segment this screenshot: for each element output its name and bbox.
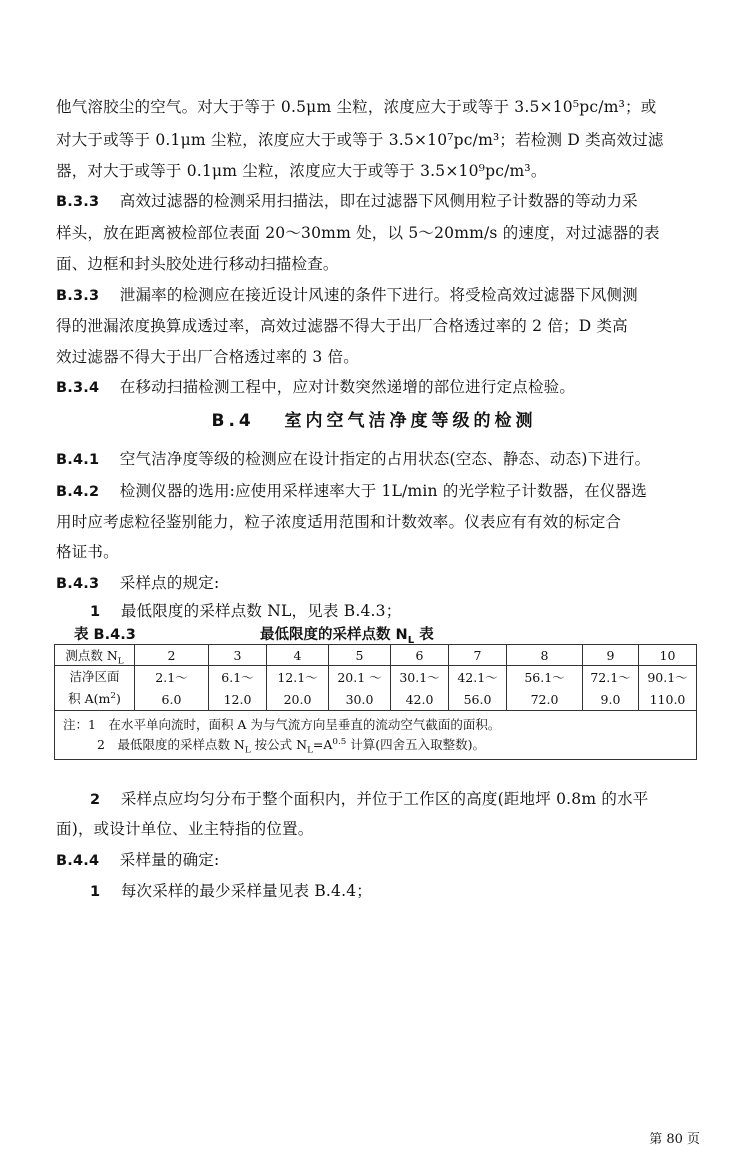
count-cell: 3 <box>209 645 267 666</box>
clause-text: 在移动扫描检测工程中，应对计数突然递增的部位进行定点检验。 <box>119 378 576 396</box>
count-cell: 6 <box>391 645 449 666</box>
area-cell: 72.0 <box>507 688 583 711</box>
para-line: 器，对大于或等于 0.1μm 尘粒，浓度应大于或等于 3.5×10⁹pc/m³。 <box>56 162 547 180</box>
note-text: 计算(四舍五入取整数)。 <box>346 737 486 752</box>
area-cell: 20.1 ～ <box>329 666 391 689</box>
area-cell: 30.0 <box>329 688 391 711</box>
clause-text: 空气洁净度等级的检测应在设计指定的占用状态(空态、静态、动态)下进行。 <box>119 450 651 468</box>
area-cell: 42.0 <box>391 688 449 711</box>
area-cell: 56.1～ <box>507 666 583 689</box>
table-title-sub: L <box>407 634 415 646</box>
clause-text: 检测仪器的选用:应使用采样速率大于 1L/min 的光学粒子计数器，在仪器选 <box>119 482 647 500</box>
header-sub: L <box>117 656 124 667</box>
table-title-end: 表 <box>414 627 434 643</box>
note-sup: 0.5 <box>332 736 347 747</box>
para-line: 面、边框和封头胶处进行移动扫描检查。 <box>56 255 339 273</box>
count-cell: 5 <box>329 645 391 666</box>
list-item <box>90 788 696 811</box>
note-sub: L <box>307 745 313 756</box>
table-note <box>63 735 688 755</box>
area-cell: 6.0 <box>135 688 209 711</box>
clause-number: B.3.4 <box>56 380 100 396</box>
section-title: 室内空气洁净度等级的检测 <box>284 411 537 431</box>
clause-b33-scan <box>56 190 696 213</box>
count-cell: 8 <box>507 645 583 666</box>
item-text: 最低限度的采样点数 NL，见表 B.4.3； <box>120 602 402 620</box>
area-cell: 20.0 <box>267 688 329 711</box>
area-cell: 42.1～ <box>449 666 507 689</box>
section-heading <box>0 406 748 431</box>
area-cell: 12.0 <box>209 688 267 711</box>
para-line: 得的泄漏浓度换算成透过率，高效过滤器不得大于出厂合格透过率的 2 倍；D 类高 <box>56 317 628 335</box>
clause-b42 <box>56 480 696 503</box>
area-cell: 6.1～ <box>209 666 267 689</box>
page-number: 第 80 页 <box>649 1132 700 1147</box>
count-cell: 10 <box>639 645 697 666</box>
area-cell: 90.1～ <box>639 666 697 689</box>
clause-text: 采样点的规定: <box>119 574 220 592</box>
row-header-area <box>55 666 135 711</box>
count-cell: 7 <box>449 645 507 666</box>
note-text: =A <box>312 737 333 752</box>
clause-number: B.3.3 <box>56 194 100 210</box>
note-text: 按公式 N <box>250 737 308 752</box>
item-text: 每次采样的最少采样量见表 B.4.4； <box>120 882 373 900</box>
area-cell: 2.1～ <box>135 666 209 689</box>
clause-number: B.4.1 <box>56 452 100 468</box>
table-label: 表 B.4.3 <box>74 627 136 643</box>
header-text: 积 A(m <box>68 691 111 706</box>
clause-number: B.3.3 <box>56 288 100 304</box>
clause-text: 泄漏率的检测应在接近设计风速的条件下进行。将受检高效过滤器下风侧测 <box>119 286 638 304</box>
header-text: 洁净区面 <box>69 669 120 684</box>
clause-number: B.4.4 <box>56 853 100 869</box>
note-text: 2 最低限度的采样点数 N <box>97 737 245 752</box>
clause-b41 <box>56 448 696 471</box>
list-item <box>90 880 730 903</box>
clause-number: B.4.2 <box>56 484 100 500</box>
count-cell: 2 <box>135 645 209 666</box>
area-cell: 12.1～ <box>267 666 329 689</box>
table-row <box>55 645 697 666</box>
para-line: 面)，或设计单位、业主特指的位置。 <box>56 820 314 838</box>
section-number: B.4 <box>211 411 255 431</box>
item-number: 1 <box>90 884 101 900</box>
table-row <box>55 666 697 689</box>
header-text: 测点数 N <box>65 648 118 663</box>
table-title <box>260 623 434 644</box>
para-line: 效过滤器不得大于出厂合格透过率的 3 倍。 <box>56 348 359 366</box>
area-cell: 30.1～ <box>391 666 449 689</box>
clause-b33-leak <box>56 284 696 307</box>
para-line: 他气溶胶尘的空气。对大于等于 0.5μm 尘粒，浓度应大于或等于 3.5×10⁵pc/m³；或 <box>56 98 657 116</box>
clause-text: 高效过滤器的检测采用扫描法，即在过滤器下风侧用粒子计数器的等动力采 <box>119 192 638 210</box>
para-line: 格证书。 <box>56 543 119 561</box>
area-cell: 56.0 <box>449 688 507 711</box>
clause-b34 <box>56 376 696 399</box>
table-note-row <box>55 711 697 760</box>
table-title-text: 最低限度的采样点数 N <box>260 627 408 643</box>
para-line: 对大于或等于 0.1μm 尘粒，浓度应大于或等于 3.5×10⁷pc/m³；若检测 D 类高效过滤 <box>56 131 664 149</box>
area-cell: 110.0 <box>639 688 697 711</box>
table-row <box>55 688 697 711</box>
sampling-points-table <box>54 644 697 760</box>
area-cell: 9.0 <box>583 688 639 711</box>
note-sub: L <box>244 745 251 756</box>
item-number: 2 <box>90 792 101 808</box>
para-line: 样头，放在距离被检部位表面 20～30mm 处，以 5～20mm/s 的速度，对过滤器的表 <box>56 224 660 242</box>
header-sup: 2 <box>110 690 116 701</box>
para-line: 用时应考虑粒径鉴别能力，粒子浓度适用范围和计数效率。仪表应有有效的标定合 <box>56 513 622 531</box>
clause-b43 <box>56 572 696 595</box>
count-cell: 4 <box>267 645 329 666</box>
clause-text: 采样量的确定: <box>119 851 220 869</box>
item-text: 采样点应均匀分布于整个面积内，并位于工作区的高度(距地坪 0.8m 的水平 <box>120 790 649 808</box>
area-cell: 72.1～ <box>583 666 639 689</box>
count-cell: 9 <box>583 645 639 666</box>
clause-number: B.4.3 <box>56 576 100 592</box>
row-header-count <box>55 645 135 666</box>
list-item <box>90 600 730 623</box>
clause-b44 <box>56 849 696 872</box>
table-note: 注：1 在水平单向流时，面积 A 为与气流方向呈垂直的流动空气截面的面积。 <box>63 717 501 732</box>
header-text: ) <box>115 691 121 706</box>
item-number: 1 <box>90 604 101 620</box>
table-notes <box>55 711 697 760</box>
